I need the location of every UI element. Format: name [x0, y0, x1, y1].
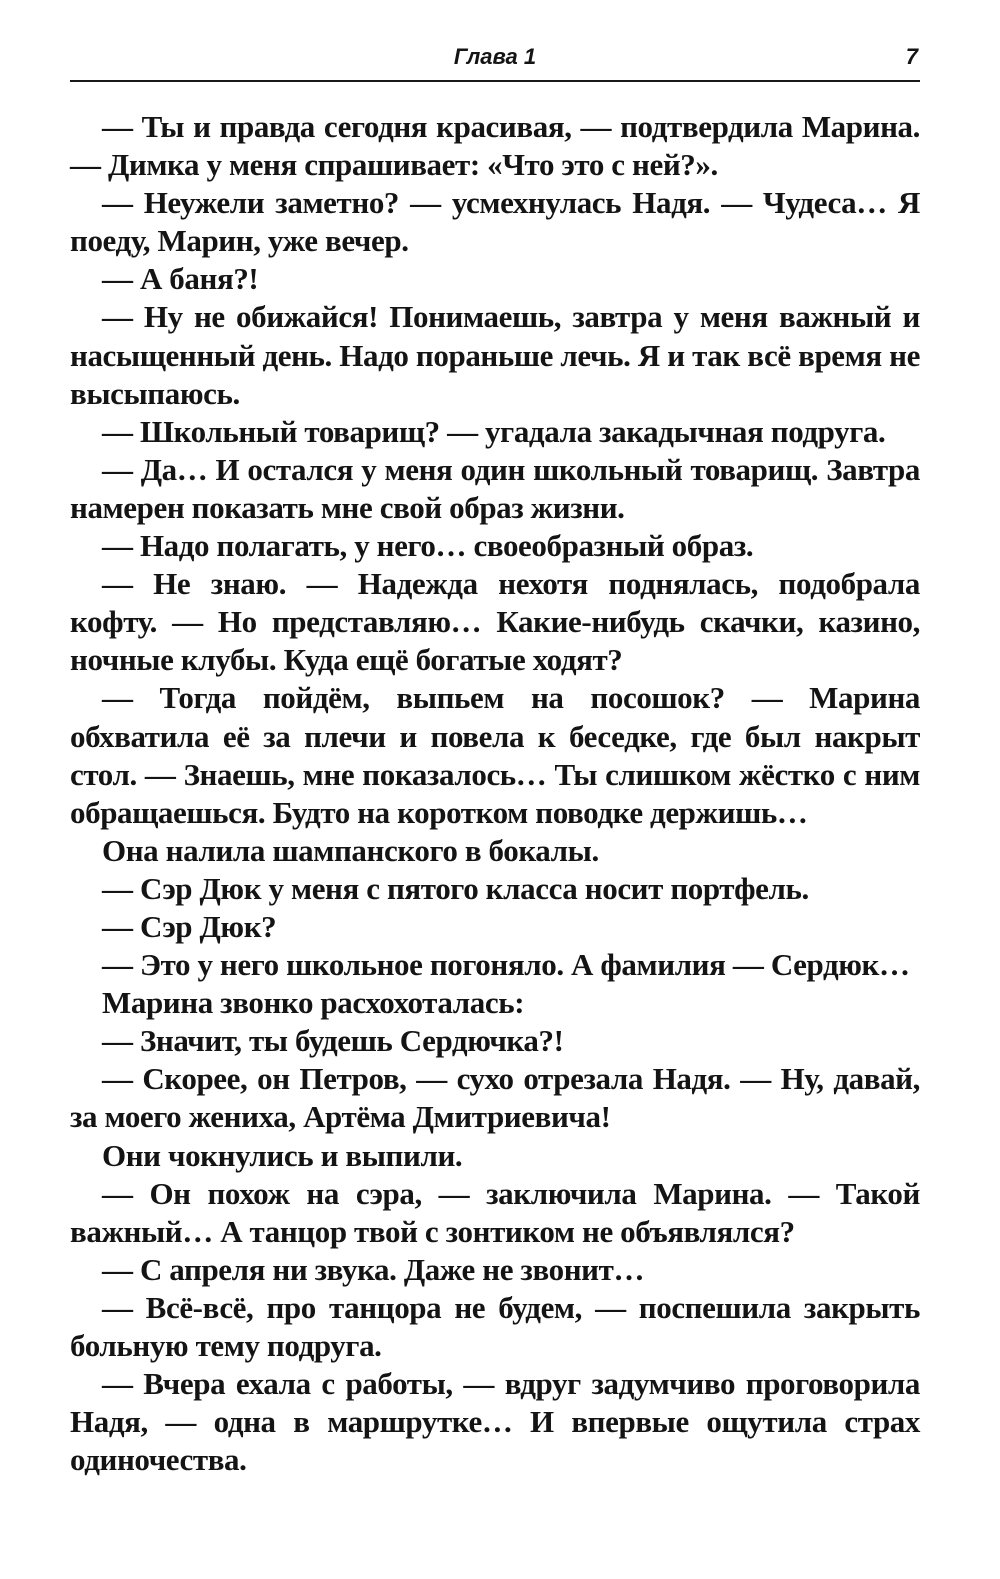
paragraph: — Не знаю. — Надежда нехотя поднялась, подобрала кофту. — Но представляю… Какие-нибудь скачки, казино, ночные клубы. Куда ещё богатые ходят?: [70, 566, 920, 678]
chapter-title: Глава 1: [453, 44, 537, 69]
paragraph: — Тогда пойдём, выпьем на посошок? — Марина обхватила её за плечи и повела к беседке, где был накрыт стол. — Знаешь, мне показалось… Ты слишком жёстко с ним обращаешься. Будто на коротком поводке держишь…: [70, 680, 920, 830]
page-number: 7: [905, 44, 918, 69]
paragraph: — С апреля ни звука. Даже не звонит…: [102, 1251, 645, 1287]
paragraph: — А баня?!: [102, 261, 259, 297]
paragraph: — Сэр Дюк у меня с пятого класса носит портфель.: [102, 870, 809, 906]
paragraph: — Сэр Дюк?: [102, 908, 277, 944]
paragraph: — Неужели заметно? — усмехнулась Надя. — Чудеса… Я поеду, Марин, уже вечер.: [70, 185, 920, 259]
running-header: [70, 40, 920, 82]
paragraph: Марина звонко расхохоталась:: [102, 985, 525, 1021]
paragraph: — Скорее, он Петров, — сухо отрезала Надя. — Ну, давай, за моего жениха, Артёма Дмитриевича!: [70, 1061, 920, 1135]
paragraph: — Он похож на сэра, — заключила Марина. — Такой важный… А танцор твой с зонтиком не объявлялся?: [70, 1175, 920, 1249]
paragraph: — Да… И остался у меня один школьный товарищ. Завтра намерен показать мне свой образ жизни.: [70, 451, 920, 525]
paragraph: Они чокнулись и выпили.: [102, 1137, 463, 1173]
paragraph: — Школьный товарищ? — угадала закадычная подруга.: [102, 413, 886, 449]
paragraph: — Значит, ты будешь Сердючка?!: [102, 1023, 564, 1059]
paragraph: — Вчера ехала с работы, — вдруг задумчиво проговорила Надя, — одна в маршрутке… И впервые ощутила страх одиночества.: [70, 1366, 920, 1478]
body-text: [70, 108, 920, 1479]
paragraph: — Ты и правда сегодня красивая, — подтвердила Марина. — Димка у меня спрашивает: «Что это с ней?».: [70, 109, 920, 183]
paragraph: — Надо полагать, у него… своеобразный образ.: [102, 528, 754, 564]
paragraph: — Всё-всё, про танцора не будем, — поспешила закрыть больную тему подруга.: [70, 1289, 920, 1363]
paragraph: — Это у него школьное погоняло. А фамилия — Сердюк…: [102, 947, 910, 983]
paragraph: Она налила шампанского в бокалы.: [102, 832, 599, 868]
paragraph: — Ну не обижайся! Понимаешь, завтра у меня важный и насыщенный день. Надо пораньше лечь. Я и так всё время не высыпаюсь.: [70, 299, 920, 411]
